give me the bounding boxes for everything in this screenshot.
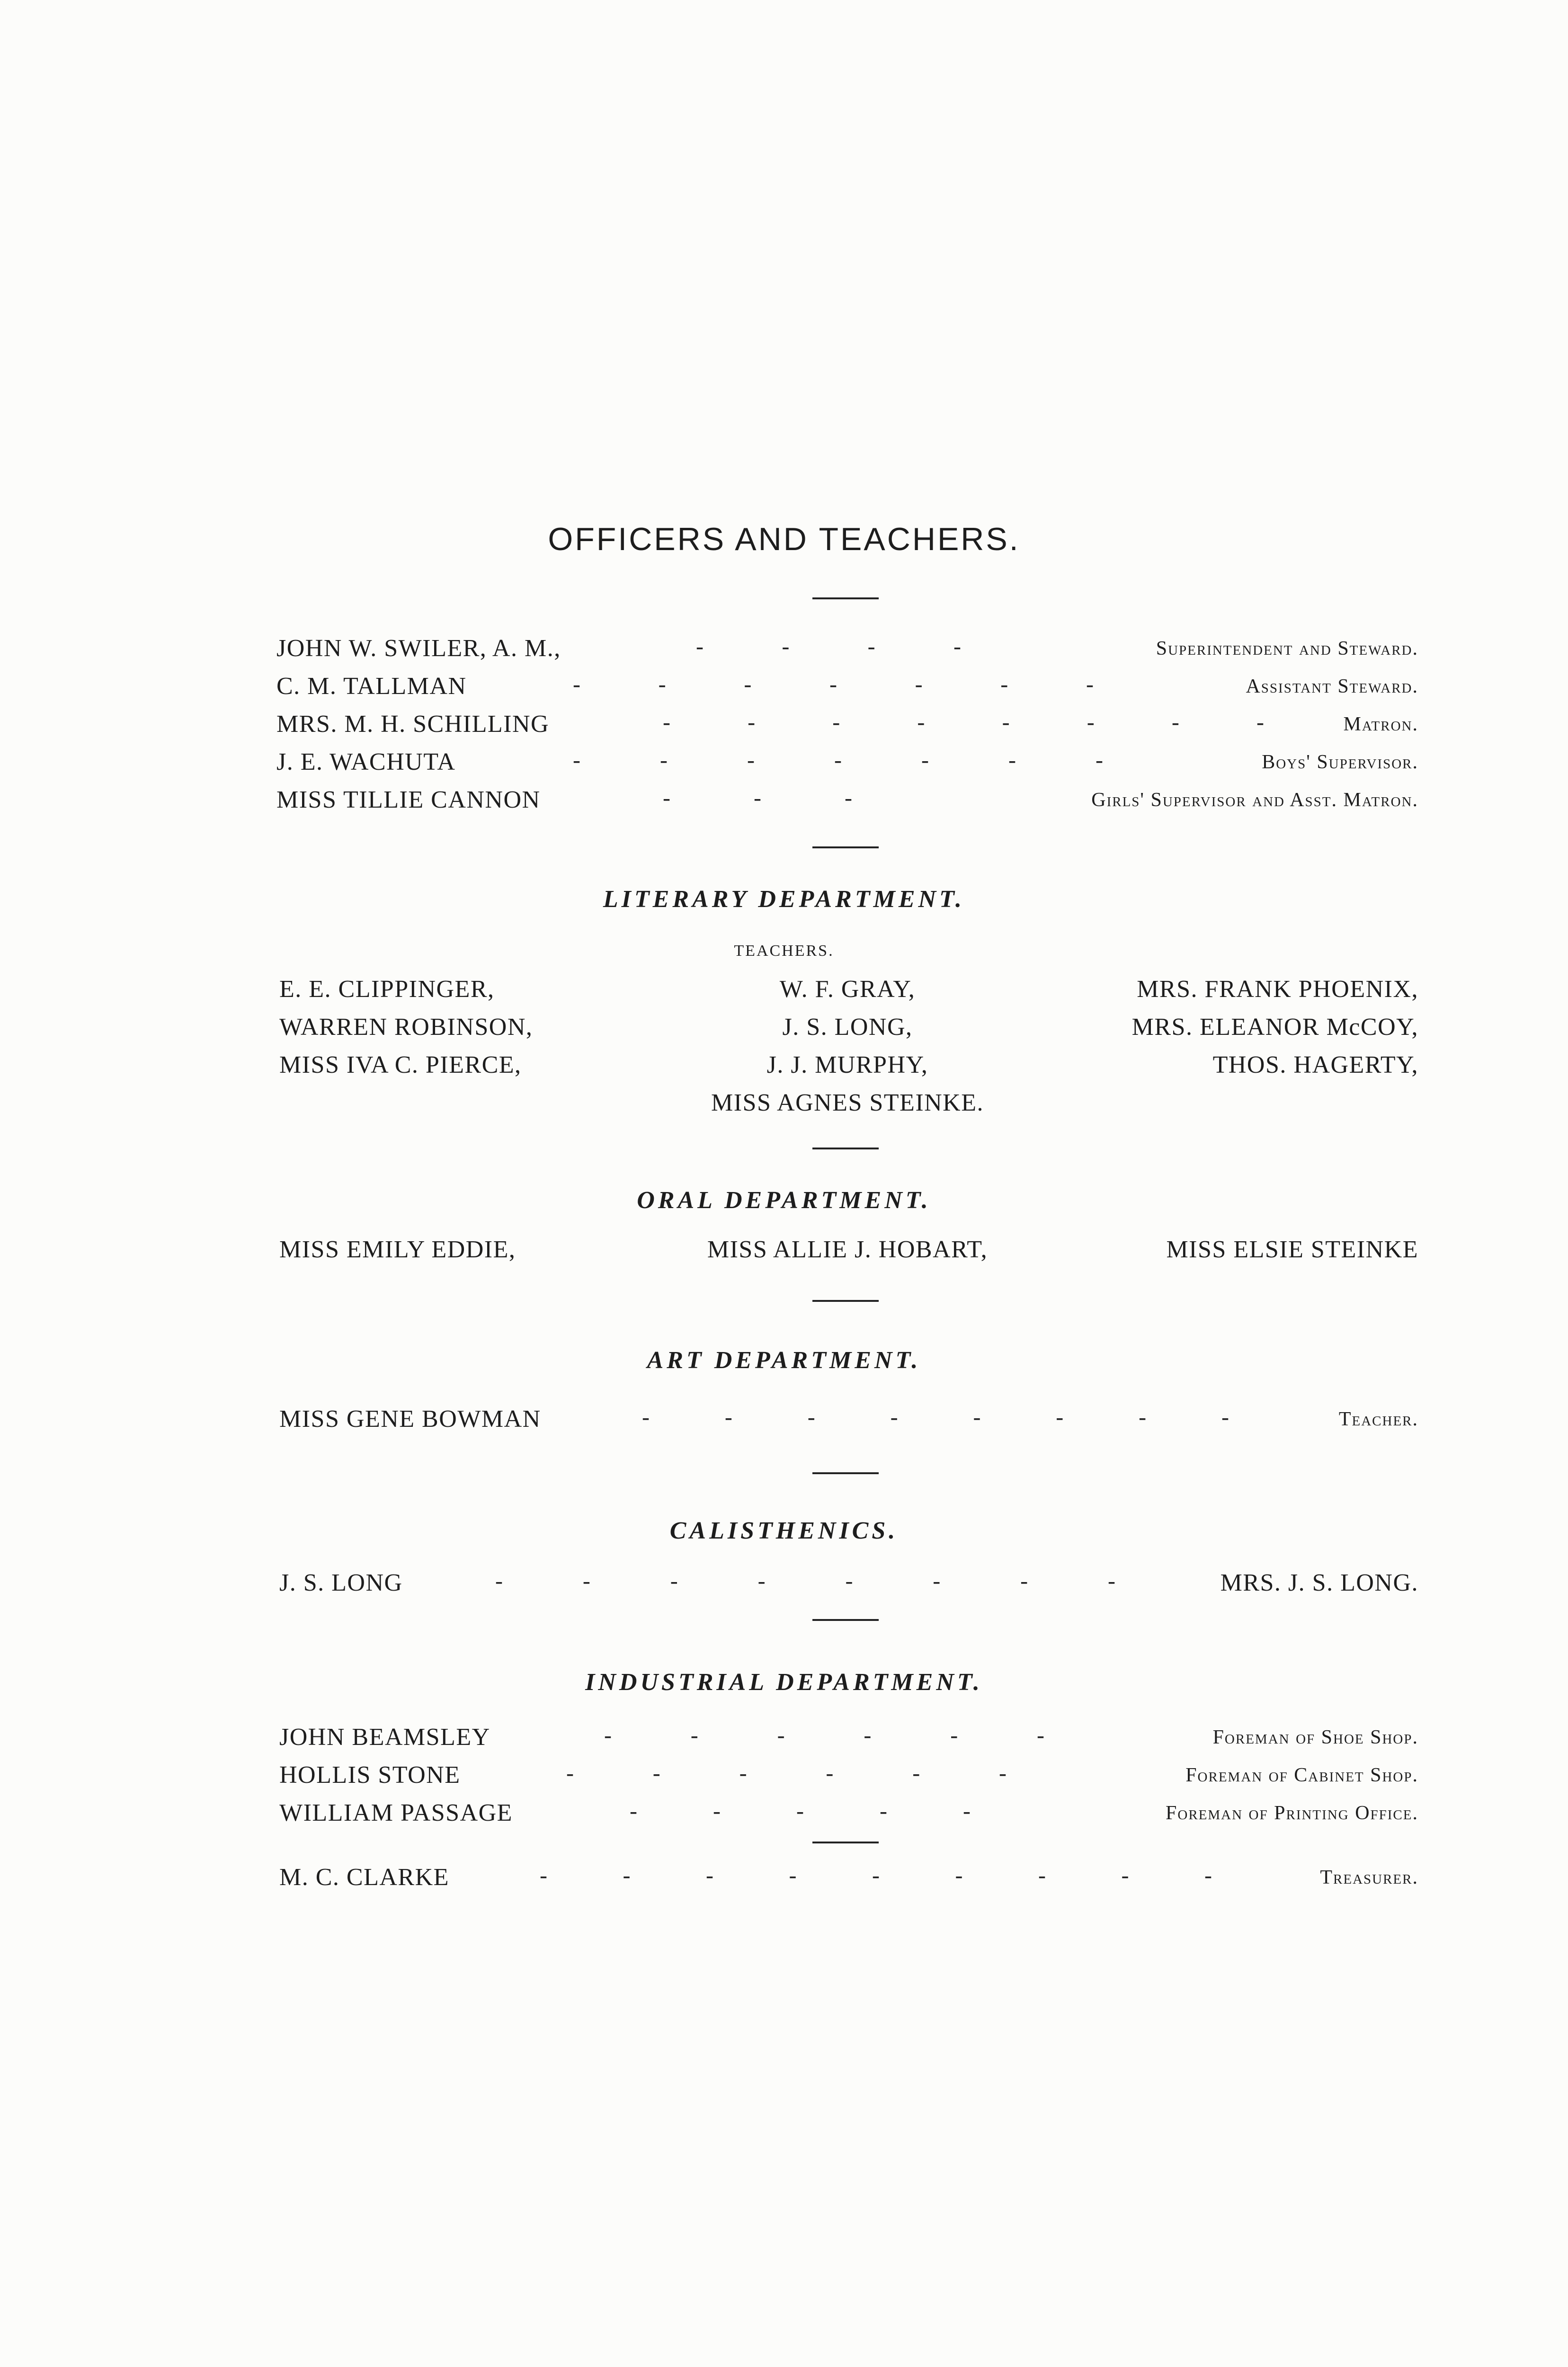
industrial-name: HOLLIS STONE (279, 1762, 461, 1789)
literary-teacher-middle: J. J. MURPHY, (766, 1051, 928, 1078)
literary-teacher-left: E. E. CLIPPINGER, (279, 976, 495, 1003)
literary-teacher-left: MISS IVA C. PIERCE, (279, 1051, 522, 1078)
literary-teacher-middle: W. F. GRAY, (779, 976, 916, 1003)
leader-dashes: - - - - - (630, 1798, 971, 1824)
officer-title: Boys' Supervisor. (1262, 751, 1418, 773)
industrial-name: JOHN BEAMSLEY (279, 1724, 490, 1751)
officer-name: JOHN W. SWILER, A. M., (276, 635, 561, 662)
literary-heading: LITERARY DEPARTMENT. (603, 886, 965, 913)
treasurer-title: Treasurer. (1320, 1867, 1418, 1888)
page-title: OFFICERS AND TEACHERS. (548, 521, 1020, 557)
leader-dashes: - - - - - - - - (642, 1405, 1229, 1430)
literary-teacher-right: MRS. ELEANOR McCOY, (1131, 1014, 1418, 1041)
section-divider (812, 1842, 879, 1843)
officer-title: Assistant Steward. (1246, 676, 1418, 697)
leader-dashes: - - - - - - - - (663, 710, 1264, 735)
leader-dashes: - - - - (696, 634, 961, 659)
officer-name: J. E. WACHUTA (276, 748, 456, 775)
oral-teacher-middle: MISS ALLIE J. HOBART, (707, 1236, 988, 1263)
officer-name: C. M. TALLMAN (276, 673, 467, 700)
section-divider (812, 1148, 879, 1149)
officer-name: MRS. M. H. SCHILLING (276, 711, 550, 738)
leader-dashes: - - - - - - - - - (540, 1863, 1212, 1888)
officer-title: Matron. (1343, 713, 1418, 735)
leader-dashes: - - - - - - (604, 1723, 1044, 1748)
industrial-title: Foreman of Shoe Shop. (1212, 1726, 1418, 1748)
calisthenics-left: J. S. LONG (279, 1569, 403, 1596)
industrial-title: Foreman of Cabinet Shop. (1185, 1764, 1418, 1786)
officer-name: MISS TILLIE CANNON (276, 786, 541, 813)
title-divider (812, 597, 879, 599)
oral-teacher-right: MISS ELSIE STEINKE (1166, 1236, 1418, 1263)
leader-dashes: - - - (663, 785, 852, 810)
industrial-title: Foreman of Printing Office. (1166, 1802, 1418, 1824)
calisthenics-heading: CALISTHENICS. (669, 1517, 899, 1544)
officer-title: Superintendent and Steward. (1156, 638, 1418, 659)
section-divider (812, 1300, 879, 1302)
treasurer-name: M. C. CLARKE (279, 1864, 449, 1891)
leader-dashes: - - - - - - - (573, 747, 1103, 773)
literary-teacher-middle: MISS AGNES STEINKE. (711, 1089, 984, 1116)
literary-teacher-right: MRS. FRANK PHOENIX, (1137, 976, 1418, 1003)
industrial-heading: INDUSTRIAL DEPARTMENT. (585, 1669, 983, 1696)
oral-heading: ORAL DEPARTMENT. (637, 1187, 931, 1214)
leader-dashes: - - - - - - (566, 1761, 1007, 1786)
art-teacher-title: Teacher. (1338, 1408, 1418, 1430)
oral-teacher-left: MISS EMILY EDDIE, (279, 1236, 516, 1263)
teachers-label: TEACHERS. (734, 942, 834, 960)
calisthenics-right: MRS. J. S. LONG. (1220, 1569, 1418, 1596)
leader-dashes: - - - - - - - (573, 672, 1094, 697)
section-divider (812, 1619, 879, 1621)
industrial-name: WILLIAM PASSAGE (279, 1799, 513, 1826)
art-teacher-name: MISS GENE BOWMAN (279, 1406, 541, 1433)
officer-title: Girls' Supervisor and Asst. Matron. (1091, 789, 1418, 811)
leader-dashes: - - - - - - - - (495, 1568, 1115, 1593)
section-divider (812, 846, 879, 848)
literary-teacher-right: THOS. HAGERTY, (1212, 1051, 1418, 1078)
section-divider (812, 1472, 879, 1474)
literary-teacher-left: WARREN ROBINSON, (279, 1014, 533, 1041)
literary-teacher-middle: J. S. LONG, (782, 1014, 913, 1041)
art-heading: ART DEPARTMENT. (647, 1347, 921, 1374)
